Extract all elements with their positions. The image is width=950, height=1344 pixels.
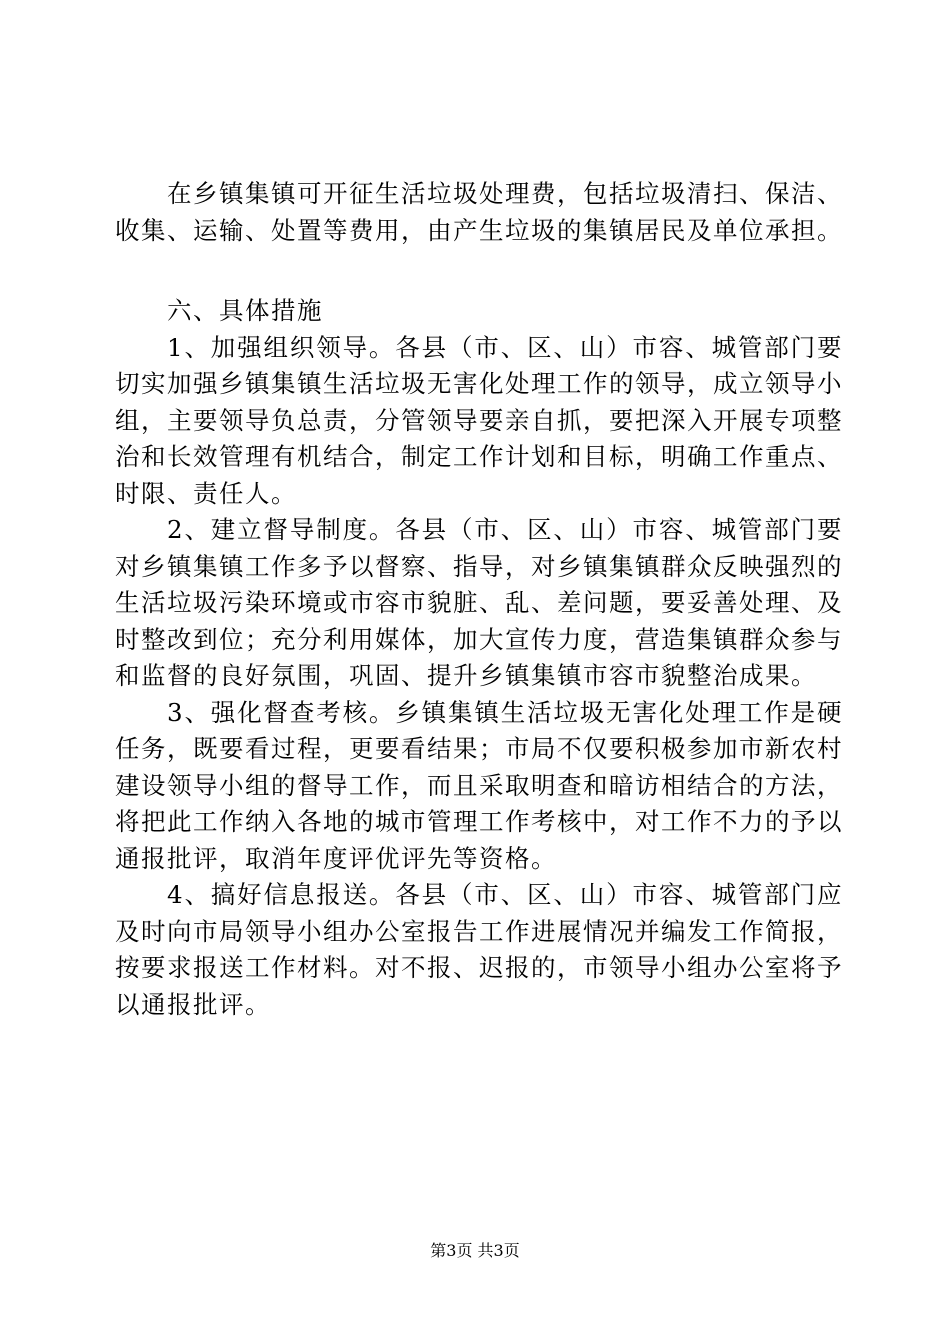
paragraph-fee: 在乡镇集镇可开征生活垃圾处理费，包括垃圾清扫、保洁、收集、运输、处置等费用，由产生垃圾的集镇居民及单位承担。 [115, 179, 843, 245]
paragraph-measure-3: 3、强化督查考核。乡镇集镇生活垃圾无害化处理工作是硬任务，既要看过程，更要看结果；市局不仅要积极参加市新农村建设领导小组的督导工作，而且采取明查和暗访相结合的方法，将把此工作纳入各地的城市管理工作考核中，对工作不力的予以通报批评，取消年度评优评先等资格。 [115, 697, 843, 873]
paragraph-measure-2: 2、建立督导制度。各县（市、区、山）市容、城管部门要对乡镇集镇工作多予以督察、指导，对乡镇集镇群众反映强烈的生活垃圾污染环境或市容市貌脏、乱、差问题，要妥善处理、及时整改到位；充分利用媒体，加大宣传力度，营造集镇群众参与和监督的良好氛围，巩固、提升乡镇集镇市容市貌整治成果。 [115, 515, 843, 690]
paragraph-measure-1: 1、加强组织领导。各县（市、区、山）市容、城管部门要切实加强乡镇集镇生活垃圾无害化处理工作的领导，成立领导小组，主要领导负总责，分管领导要亲自抓，要把深入开展专项整治和长效管理有机结合，制定工作计划和目标，明确工作重点、时限、责任人。 [115, 332, 843, 508]
paragraph-gap [115, 249, 843, 293]
document-body [115, 176, 843, 1023]
paragraph-measure-4: 4、搞好信息报送。各县（市、区、山）市容、城管部门应及时向市局领导小组办公室报告工作进展情况并编发工作简报，按要求报送工作材料。对不报、迟报的，市领导小组办公室将予以通报批评。 [115, 880, 843, 1019]
page-footer: 第3页 共3页 [430, 1241, 520, 1260]
section-heading: 六、具体措施 [167, 296, 323, 325]
